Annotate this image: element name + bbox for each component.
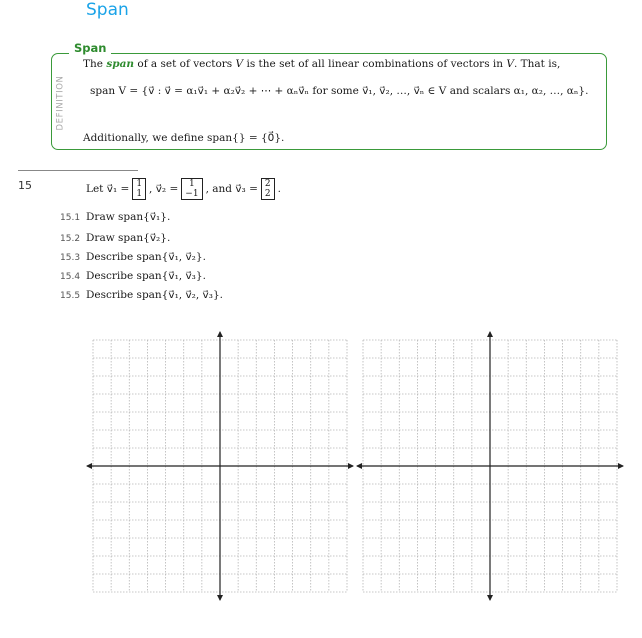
subpart-text: Draw span{v⃗₂}.	[86, 232, 171, 244]
subpart-15-4	[60, 270, 206, 282]
problem-rule	[18, 170, 138, 171]
def-text-c: is the set of all linear combinations of vectors in	[243, 58, 507, 70]
y-axis-arrow-up	[487, 331, 493, 337]
subpart-15-2	[60, 232, 170, 244]
subpart-15-3	[60, 251, 206, 263]
v1-entry: 1	[136, 189, 143, 199]
subpart-number: 15.1	[60, 213, 81, 223]
subpart-text: Describe span{v⃗₁, v⃗₃}.	[86, 270, 206, 282]
subpart-number: 15.4	[60, 272, 81, 282]
v1-entry: 1	[136, 179, 143, 189]
subpart-number: 15.3	[60, 253, 81, 263]
y-axis-arrow-up	[217, 331, 223, 337]
grid-right[interactable]	[355, 330, 625, 602]
problem-statement	[86, 178, 281, 200]
definition-side-text: DEFINITION	[55, 75, 65, 131]
def-term-span: span	[106, 58, 135, 70]
subpart-15-5	[60, 289, 223, 301]
grid-left[interactable]	[85, 330, 355, 602]
subpart-text: Describe span{v⃗₁, v⃗₂, v⃗₃}.	[86, 289, 224, 301]
subpart-text: Describe span{v⃗₁, v⃗₂}.	[86, 251, 206, 263]
def-text-a: The	[83, 58, 107, 70]
v3-entry: 2	[264, 189, 271, 199]
v2-entry: 1	[189, 179, 195, 189]
problem-number: 15	[18, 179, 32, 192]
definition-additional: Additionally, we define span{} = {0⃗}.	[83, 132, 285, 144]
v3-entry: 2	[264, 179, 271, 189]
x-axis-arrow-right	[618, 463, 624, 469]
def-text-b: of a set of vectors	[134, 58, 236, 70]
x-axis-arrow-left	[86, 463, 92, 469]
subpart-text: Draw span{v⃗₁}.	[86, 211, 171, 223]
v2-entry: −1	[185, 189, 199, 199]
definition-line-1	[83, 58, 560, 70]
y-axis-arrow-down	[217, 595, 223, 601]
vector-v2	[181, 178, 202, 200]
def-set-v: V	[235, 58, 244, 70]
subpart-15-1	[60, 211, 170, 223]
subpart-number: 15.5	[60, 291, 81, 301]
definition-heading: Span	[69, 41, 111, 55]
x-axis-arrow-left	[356, 463, 362, 469]
vector-v3	[261, 178, 275, 200]
let-prefix: Let v⃗₁ =	[86, 183, 130, 195]
subpart-number: 15.2	[60, 234, 81, 244]
vector-v1	[132, 178, 146, 200]
section-title: Span	[86, 0, 129, 20]
y-axis-arrow-down	[487, 595, 493, 601]
definition-side-label	[51, 58, 69, 148]
def-text-d: . That is,	[513, 58, 561, 70]
x-axis-arrow-right	[348, 463, 354, 469]
let-end: .	[277, 183, 281, 195]
v2-label: , v⃗₂ =	[149, 183, 179, 195]
v3-label: , and v⃗₃ =	[205, 183, 258, 195]
definition-formula: span V = {v⃗ : v⃗ = α₁v⃗₁ + α₂v⃗₂ + ⋯ + αₙv⃗ₙ for some v⃗₁, v⃗₂, …, v⃗ₙ ∈ V and scalars α₁, α₂, …, αₙ}.	[90, 85, 589, 97]
def-set-v-2: V	[506, 58, 514, 70]
